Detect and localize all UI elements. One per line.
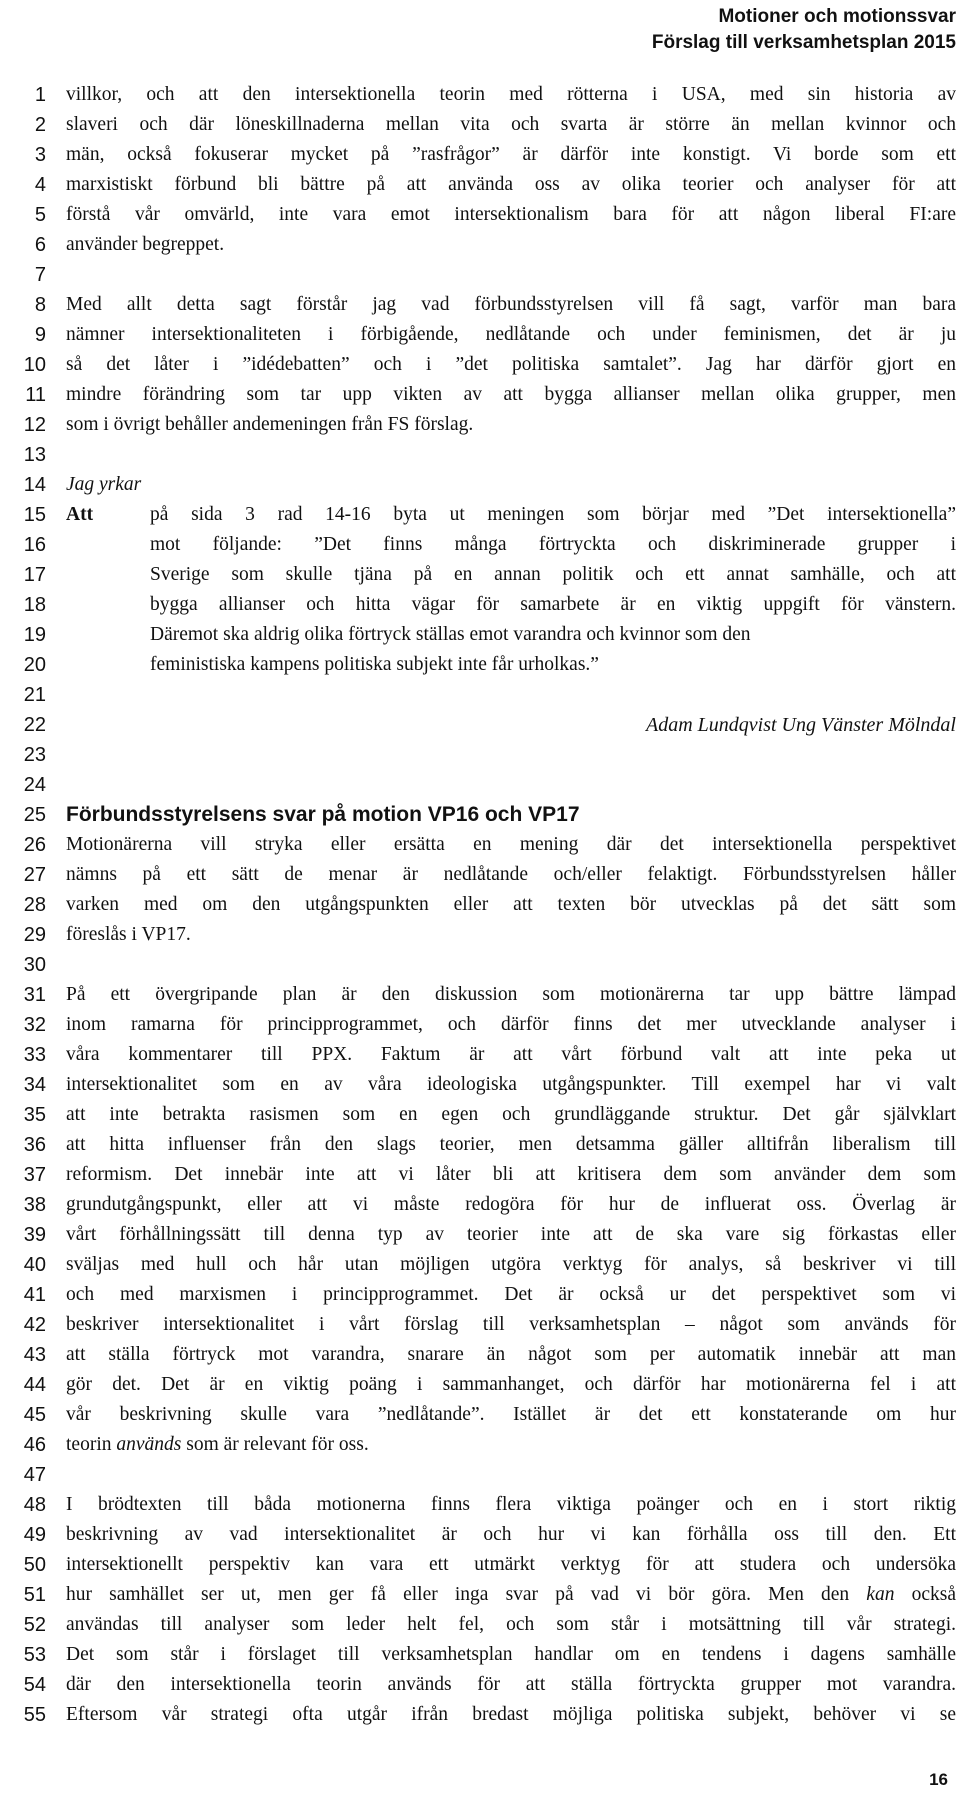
text-line: beskrivning av vad intersektionalitet är och hur vi kan förhålla oss till den. Ett	[66, 1524, 956, 1545]
line-number: 49	[23, 1524, 46, 1546]
line-number: 29	[23, 924, 46, 946]
text-line: nämns på ett sätt de menar är nedlåtande och/eller felaktigt. Förbundsstyrelsen håller	[66, 864, 956, 885]
line-number: 45	[23, 1404, 46, 1426]
text-line: vårt förhållningssätt till denna typ av teorier inte att de ska vare sig förkastas eller	[66, 1224, 956, 1245]
text-line: mindre förändring som tar upp vikten av att bygga allianser mellan olika grupper, men	[66, 384, 956, 405]
line-number: 20	[23, 654, 46, 676]
line-number: 51	[23, 1584, 46, 1606]
line-number: 55	[23, 1704, 46, 1726]
document-body	[66, 80, 956, 1730]
yrkande-block	[66, 500, 956, 680]
text-line: gör det. Det är en viktig poäng i sammanhanget, och därför har motionärerna fel i att	[66, 1374, 956, 1395]
line-number: 21	[23, 684, 46, 706]
text-line: användas till analyser som leder helt fel, och som står i motsättning till vår strategi.	[66, 1614, 956, 1635]
text-line: nämner intersektionaliteten i förbigående, nedlåtande och under feminismen, det är ju	[66, 324, 956, 345]
line-number: 34	[23, 1074, 46, 1096]
line-number: 19	[23, 624, 46, 646]
line-number: 24	[23, 774, 46, 796]
text-line: att inte betrakta rasismen som en egen och grundläggande struktur. Det går självklart	[66, 1104, 956, 1125]
line-number: 39	[23, 1224, 46, 1246]
line-number: 33	[23, 1044, 46, 1066]
text-line: Det som står i förslaget till verksamhetsplan handlar om en tendens i dagens samhälle	[66, 1644, 956, 1665]
page-header	[652, 4, 956, 56]
header-title-line1: Motioner och motionssvar	[718, 6, 956, 27]
text-line: Med allt detta sagt förstår jag vad förbundsstyrelsen vill få sagt, varför man bara	[66, 294, 956, 315]
line-number: 41	[23, 1284, 46, 1306]
line-number: 13	[23, 444, 46, 466]
att-continuation	[66, 560, 956, 590]
header-title-line2: Förslag till verksamhetsplan 2015	[651, 32, 956, 53]
response-heading: Förbundsstyrelsens svar på motion VP16 och VP17	[66, 803, 580, 826]
text-line: våra kommentarer till PPX. Faktum är att vårt förbund valt att inte peka ut	[66, 1044, 956, 1065]
text-line: och med marxismen i principprogrammet. Det är också ur det perspektivet som vi	[66, 1284, 956, 1305]
att-continuation	[66, 650, 956, 680]
text-line: inom ramarna för principprogrammet, och därför finns det mer utvecklande analyser i	[66, 1014, 956, 1035]
text-line: som i övrigt behåller andemeningen från FS förslag.	[66, 414, 474, 435]
att-text-line: feministiska kampens politiska subjekt inte får urholkas.”	[150, 654, 599, 675]
blank-line	[66, 260, 956, 290]
text-line	[66, 1430, 956, 1460]
text-line: så det låter i ”idédebatten” och i ”det politiska samtalet”. Jag har därför gjort en	[66, 354, 956, 375]
blank-line	[66, 950, 956, 980]
line-numbers	[0, 80, 46, 1730]
text-line: där den intersektionella teorin används för att ställa förtryckta grupper mot varandra.	[66, 1674, 956, 1695]
line-number: 17	[23, 564, 46, 586]
text-line: föreslås i VP17.	[66, 924, 191, 945]
line-number: 6	[34, 234, 46, 256]
blank-line	[66, 440, 956, 470]
line-number: 26	[23, 834, 46, 856]
page-number: 16	[929, 1770, 948, 1789]
line-number: 47	[23, 1464, 46, 1486]
text-line: att hitta influenser från den slags teorier, men detsamma gäller alltifrån liberalism till	[66, 1134, 956, 1155]
line-number: 52	[23, 1614, 46, 1636]
text-line: varken med om den utgångspunkten eller att texten bör utvecklas på det sätt som	[66, 894, 956, 915]
line-number: 38	[23, 1194, 46, 1216]
text-line: marxistiskt förbund bli bättre på att använda oss av olika teorier och analyser för att	[66, 174, 956, 195]
line-number: 2	[34, 114, 46, 136]
line-number: 28	[23, 894, 46, 916]
text-line: I brödtexten till båda motionerna finns flera viktiga poänger och en i stort riktig	[66, 1494, 956, 1515]
att-text-line: Däremot ska aldrig olika förtryck ställas emot varandra och kvinnor som den	[150, 624, 751, 645]
response-paragraph-3	[66, 1490, 956, 1730]
response-paragraph-2	[66, 980, 956, 1460]
line-number: 16	[23, 534, 46, 556]
line-number: 22	[23, 714, 46, 736]
line-number: 37	[23, 1164, 46, 1186]
line-number: 9	[34, 324, 46, 346]
text-line: att ställa förtryck mot varandra, snarare än något som per automatik innebär att man	[66, 1344, 956, 1365]
text-segment: som är relevant för oss.	[181, 1434, 369, 1455]
line-number: 10	[23, 354, 46, 376]
text-segment: hur samhället ser ut, men ger få eller inga svar på vad vi bör göra. Men den	[66, 1584, 867, 1605]
line-number: 8	[34, 294, 46, 316]
line-number: 50	[23, 1554, 46, 1576]
att-text-line: bygga allianser och hitta vägar för samarbete är en viktig uppgift för vänstern.	[150, 594, 956, 615]
text-line: män, också fokuserar mycket på ”rasfrågor” är därför inte konstigt. Vi borde som ett	[66, 144, 956, 165]
blank-line	[66, 770, 956, 800]
text-segment: också	[894, 1584, 956, 1605]
line-number: 11	[25, 384, 46, 406]
line-number: 1	[34, 84, 46, 106]
text-line: beskriver intersektionalitet i vårt förslag till verksamhetsplan – något som används för	[66, 1314, 956, 1335]
att-continuation	[66, 590, 956, 620]
line-number: 44	[23, 1374, 46, 1396]
line-number: 54	[23, 1674, 46, 1696]
blank-line	[66, 1460, 956, 1490]
line-number: 48	[23, 1494, 46, 1516]
line-number: 30	[23, 954, 46, 976]
att-continuation	[66, 530, 956, 560]
line-number: 23	[23, 744, 46, 766]
response-paragraph-1	[66, 830, 956, 950]
text-line: slaveri och där löneskillnaderna mellan vita och svarta är större än mellan kvinnor och	[66, 114, 956, 135]
text-line: intersektionalitet som en av våra ideologiska utgångspunkter. Till exempel har vi valt	[66, 1074, 956, 1095]
line-number: 4	[34, 174, 46, 196]
line-number: 14	[23, 474, 46, 496]
line-number: 43	[23, 1344, 46, 1366]
line-number: 12	[23, 414, 46, 436]
italic-word: kan	[866, 1584, 895, 1605]
line-number: 18	[23, 594, 46, 616]
line-number: 3	[34, 144, 46, 166]
text-line	[66, 1580, 956, 1610]
text-line: förstå vår omvärld, inte vara emot intersektionalism bara för att någon liberal FI:are	[66, 204, 956, 225]
line-number: 46	[23, 1434, 46, 1456]
motion-paragraph-1	[66, 80, 956, 260]
line-number: 32	[23, 1014, 46, 1036]
line-number: 27	[23, 864, 46, 886]
att-text-line: Sverige som skulle tjäna på en annan politik och ett annat samhälle, och att	[150, 564, 956, 585]
text-line: Eftersom vår strategi ofta utgår ifrån bredast möjliga politiska subjekt, behöver vi se	[66, 1704, 956, 1725]
text-line: vår beskrivning skulle vara ”nedlåtande”. Istället är det ett konstaterande om hur	[66, 1404, 956, 1425]
blank-line	[66, 680, 956, 710]
text-line: villkor, och att den intersektionella teorin med rötterna i USA, med sin historia av	[66, 84, 956, 105]
line-number: 53	[23, 1644, 46, 1666]
motion-paragraph-2	[66, 290, 956, 440]
line-number: 31	[23, 984, 46, 1006]
att-row	[66, 500, 956, 530]
text-line: grundutgångspunkt, eller att vi måste redogöra för hur de influerat oss. Överlag är	[66, 1194, 956, 1215]
att-continuation	[66, 620, 956, 650]
text-line: intersektionellt perspektiv kan vara ett utmärkt verktyg för att studera och undersöka	[66, 1554, 956, 1575]
text-line: Motionärerna vill stryka eller ersätta en mening där det intersektionella perspektivet	[66, 834, 956, 855]
text-line: På ett övergripande plan är den diskussion som motionärerna tar upp bättre lämpad	[66, 984, 956, 1005]
att-label: Att	[66, 504, 94, 525]
att-text-line: mot följande: ”Det finns många förtryckta och diskriminerade grupper i	[150, 534, 956, 555]
line-number: 40	[23, 1254, 46, 1276]
signature: Adam Lundqvist Ung Vänster Mölndal	[646, 714, 956, 736]
line-number: 35	[23, 1104, 46, 1126]
line-number: 7	[34, 264, 46, 286]
att-text-line: på sida 3 rad 14-16 byta ut meningen som börjar med ”Det intersektionella”	[150, 504, 956, 525]
blank-line	[66, 740, 956, 770]
line-number: 25	[23, 804, 46, 826]
text-line: använder begreppet.	[66, 234, 225, 255]
line-number: 36	[23, 1134, 46, 1156]
text-line: reformism. Det innebär inte att vi låter bli att kritisera dem som använder dem som	[66, 1164, 956, 1185]
text-segment: teorin	[66, 1434, 117, 1455]
italic-word: används	[116, 1434, 182, 1455]
line-number: 5	[34, 204, 46, 226]
line-number: 15	[23, 504, 46, 526]
text-line: sväljas med hull och hår utan möjligen utgöra verktyg för analys, så beskriver vi till	[66, 1254, 956, 1275]
line-number: 42	[23, 1314, 46, 1336]
yrkande-heading: Jag yrkar	[66, 474, 142, 495]
